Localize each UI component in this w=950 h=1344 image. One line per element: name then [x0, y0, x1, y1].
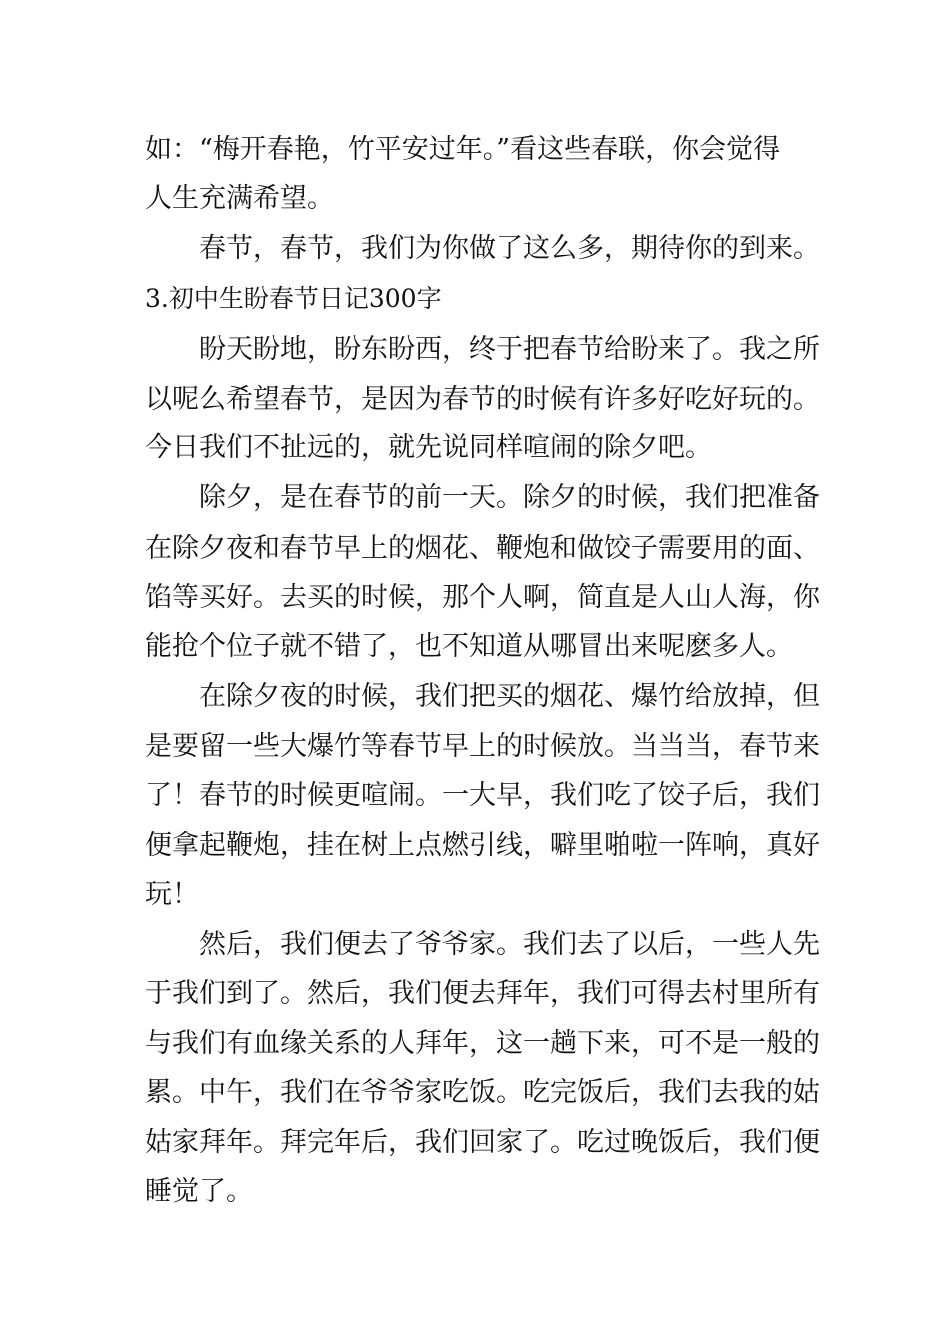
text-line: 与我们有血缘关系的人拜年，这一趟下来，可不是一般的: [145, 1028, 820, 1059]
text-line: 于我们到了。然后，我们便去拜年，我们可得去村里所有: [145, 978, 820, 1009]
paragraph-start-line: 春节，春节，我们为你做了这么多，期待你的到来。: [199, 233, 820, 264]
paragraph-start-line: 然后，我们便去了爷爷家。我们去了以后，一些人先: [199, 929, 820, 960]
text-line: 姑家拜年。拜完年后，我们回家了。吃过晚饭后，我们便: [145, 1127, 820, 1158]
text-line: 累。中午，我们在爷爷家吃饭。吃完饭后，我们去我的姑: [145, 1077, 820, 1108]
text-line: 在除夕夜和春节早上的烟花、鞭炮和做饺子需要用的面、: [145, 533, 820, 564]
text-line: 便拿起鞭炮，挂在树上点燃引线，噼里啪啦一阵响，真好: [145, 830, 820, 861]
paragraph-start-line: 盼天盼地，盼东盼西，终于把春节给盼来了。我之所: [199, 334, 820, 365]
text-line: 睡觉了。: [145, 1176, 253, 1207]
paragraph-start-line: 在除夕夜的时候，我们把买的烟花、爆竹给放掉，但: [199, 681, 820, 712]
text-line: 馅等买好。去买的时候，那个人啊，简直是人山人海，你: [145, 582, 820, 613]
text-line: 人生充满希望。: [145, 183, 334, 214]
paragraph-start-line: 除夕，是在春节的前一天。除夕的时候，我们把准备: [199, 482, 820, 513]
text-line: 如：“梅开春艳，竹平安过年。”看这些春联，你会觉得: [145, 134, 781, 165]
text-line: 是要留一些大爆竹等春节早上的时候放。当当当，春节来: [145, 731, 820, 762]
text-line: 以呢么希望春节，是因为春节的时候有许多好吃好玩的。: [145, 384, 820, 415]
text-line: 能抢个位子就不错了，也不知道从哪冒出来呢麽多人。: [145, 631, 793, 662]
text-line: 今日我们不扯远的，就先说同样喧闹的除夕吧。: [145, 432, 712, 463]
text-line: 了！春节的时候更喧闹。一大早，我们吃了饺子后，我们: [145, 780, 820, 811]
text-line: 玩！: [145, 879, 199, 910]
section-heading: 3.初中生盼春节日记300字: [145, 284, 442, 313]
